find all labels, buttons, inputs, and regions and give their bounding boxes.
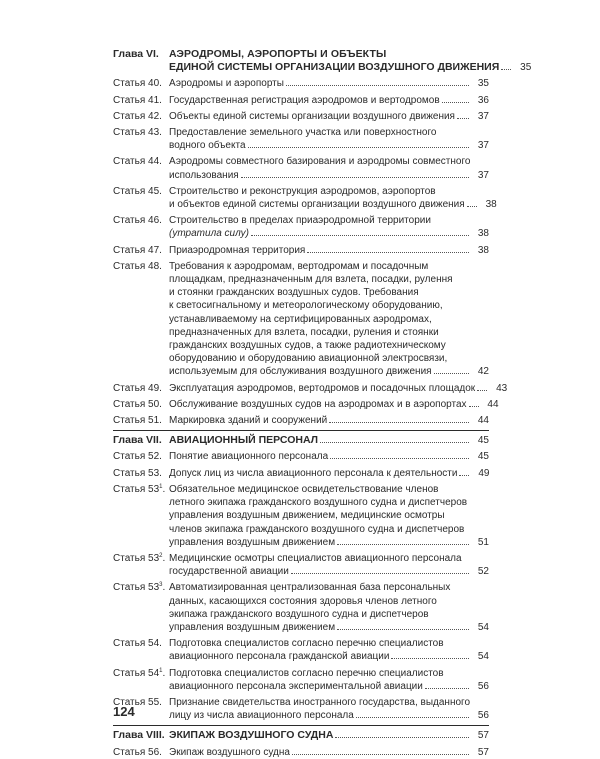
- toc-article[interactable]: [113, 155, 489, 181]
- toc-page-number: 37: [477, 140, 489, 152]
- toc-article[interactable]: [113, 450, 489, 463]
- toc-entry-title: Аэродромы и аэропорты: [169, 77, 471, 90]
- toc-entry-label: Статья 53.: [113, 467, 162, 479]
- toc-article[interactable]: [113, 746, 489, 759]
- toc-article[interactable]: [113, 696, 489, 722]
- toc-entry-title: АЭРОДРОМЫ, АЭРОПОРТЫ И ОБЪЕКТЫ ЕДИНОЙ СИСТЕМЫ ОРГАНИЗАЦИИ ВОЗДУШНОГО ДВИЖЕНИЯ: [169, 48, 513, 74]
- dot-leader: [425, 688, 469, 689]
- toc-entry-label: Статья 41.: [113, 94, 162, 106]
- dot-leader: [335, 737, 469, 738]
- toc-page-number: 52: [477, 566, 489, 578]
- toc-page-number: 38: [485, 199, 497, 211]
- toc-entry-label: Глава VII.: [113, 434, 162, 447]
- toc-entry-title: Требования к аэродромам, вертодромам и посадочным площадкам, предназначенным для взлета, посадки, рулення и стоянки гражданских воздушных судов. Требования к светосигнальному и метеорологическому оборудованию, устанавливаемому на сертифицированных аэродромах, предназначенных для взлета, посадки, руления и стоянки гражданских воздушных судов, а также радиотехническому оборудованию и оборудованию авиационной электросвязи, используемым для обслуживания воздушного движения: [169, 260, 471, 379]
- toc-entry-title: Маркировка зданий и сооружений: [169, 414, 471, 427]
- toc-entry-title: Эксплуатация аэродромов, вертодромов и посадочных площадок: [169, 382, 489, 395]
- toc-article[interactable]: [113, 398, 499, 411]
- toc-entry-title: Медицинские осмотры специалистов авиационного персонала государственной авиации: [169, 552, 471, 578]
- toc-entry-label: Статья $53^1$.: [113, 483, 166, 495]
- toc-entry-label: Статья 42.: [113, 110, 162, 122]
- toc-article[interactable]: [113, 382, 508, 395]
- toc-entry-title: Обязательное медицинское освидетельствование членов летного экипажа гражданского воздушного судна и диспетчеров управления воздушным движением, медицинские осмотры членов экипажа гражданского воздушного судна и диспетчеров управления воздушным движением: [169, 483, 468, 548]
- toc-article[interactable]: [113, 94, 489, 107]
- toc-entry-label: Статья 43.: [113, 127, 162, 139]
- toc-article[interactable]: [113, 483, 489, 549]
- toc-article[interactable]: [113, 552, 489, 578]
- toc-chapter[interactable]: [113, 434, 489, 447]
- toc-entry-label: Статья 47.: [113, 244, 162, 256]
- toc-page-number: 37: [477, 110, 489, 122]
- dot-leader: [442, 102, 469, 103]
- toc-article[interactable]: [113, 467, 489, 480]
- toc-article[interactable]: [113, 244, 489, 257]
- dot-leader: [391, 658, 469, 659]
- dot-leader: [292, 754, 469, 755]
- dot-leader: [337, 629, 469, 630]
- toc-page-number: 57: [477, 730, 489, 742]
- chapter-divider: [113, 725, 489, 726]
- toc-page-number: 35: [520, 62, 532, 74]
- toc-page-number: 44: [477, 415, 489, 427]
- toc-entry-label: Статья 51.: [113, 415, 162, 427]
- toc-entry-label: Статья 54.: [113, 638, 162, 650]
- toc-chapter[interactable]: [113, 48, 532, 74]
- toc-page-number: 43: [496, 382, 508, 394]
- dot-leader: [469, 406, 479, 407]
- toc-entry-label: Статья $53^3$.: [113, 582, 166, 594]
- toc-article[interactable]: [113, 637, 489, 663]
- toc-article[interactable]: [113, 126, 489, 152]
- dot-leader: [330, 458, 469, 459]
- table-of-contents: [113, 48, 532, 759]
- toc-page-number: 49: [478, 467, 490, 479]
- toc-entry-title: ЭКИПАЖ ВОЗДУШНОГО СУДНА: [169, 729, 471, 742]
- toc-page-number: 45: [477, 435, 489, 447]
- dot-leader: [356, 717, 469, 718]
- toc-entry-label: Статья 46.: [113, 215, 162, 227]
- toc-page-number: 36: [477, 94, 489, 106]
- dot-leader: [457, 118, 469, 119]
- toc-entry-title: Понятие авиационного персонала: [169, 450, 471, 463]
- dot-leader: [286, 85, 469, 86]
- dot-leader: [459, 475, 469, 476]
- toc-article[interactable]: [113, 214, 489, 240]
- toc-entry-title: Допуск лиц из числа авиационного персонала к деятельности: [169, 467, 471, 480]
- toc-entry-label: Статья 49.: [113, 382, 162, 394]
- toc-entry-title: Экипаж воздушного судна: [169, 746, 471, 759]
- dot-leader: [248, 147, 469, 148]
- toc-entry-title: АВИАЦИОННЫЙ ПЕРСОНАЛ: [169, 434, 471, 447]
- dot-leader: [501, 69, 511, 70]
- toc-article[interactable]: [113, 110, 489, 123]
- toc-chapter[interactable]: [113, 729, 489, 742]
- dot-leader: [291, 573, 469, 574]
- dot-leader: [467, 206, 477, 207]
- toc-article[interactable]: [113, 667, 489, 693]
- dot-leader: [320, 442, 469, 443]
- toc-entry-title: Подготовка специалистов согласно перечню специалистов авиационного персонала экспериментальной авиации: [169, 667, 471, 693]
- toc-entry-label: Статья 56.: [113, 746, 162, 758]
- toc-article[interactable]: [113, 581, 489, 634]
- toc-entry-label: Статья 40.: [113, 78, 162, 90]
- toc-entry-label: Статья 52.: [113, 451, 162, 463]
- toc-page-number: 51: [477, 536, 489, 548]
- dot-leader: [477, 390, 487, 391]
- toc-entry-title: Строительство в пределах приаэродромной территории (утратила силу): [169, 214, 471, 240]
- toc-page-number: 54: [477, 621, 489, 633]
- toc-entry-label: Глава VI.: [113, 48, 159, 60]
- dot-leader: [337, 544, 469, 545]
- toc-entry-label: Статья 48.: [113, 260, 162, 272]
- toc-page-number: 56: [477, 680, 489, 692]
- toc-page-number: 35: [477, 78, 489, 90]
- toc-page-number: 54: [477, 651, 489, 663]
- toc-entry-title: Приаэродромная территория: [169, 244, 471, 257]
- toc-entry-title: Строительство и реконструкция аэродромов, аэропортов и объектов единой системы организации воздушного движения: [169, 185, 479, 211]
- toc-entry-title: Автоматизированная централизованная база персональных данных, касающихся состояния здоровья членов летного экипажа гражданского воздушного судна и диспетчеров управления воздушным движением: [169, 581, 471, 634]
- toc-page-number: 44: [487, 398, 499, 410]
- toc-entry-label: Статья 50.: [113, 398, 162, 410]
- toc-article[interactable]: [113, 414, 489, 427]
- toc-entry-title: Аэродромы совместного базирования и аэродромы совместного использования: [169, 156, 471, 181]
- toc-entry-title: Государственная регистрация аэродромов и вертодромов: [169, 94, 471, 107]
- toc-page-number: 45: [477, 451, 489, 463]
- toc-entry-title: Признание свидетельства иностранного государства, выданного лицу из числа авиационного персонала: [169, 696, 471, 722]
- toc-article[interactable]: [113, 185, 497, 211]
- chapter-divider: [113, 430, 489, 431]
- toc-page-number: 38: [477, 244, 489, 256]
- toc-entry-title: Предоставление земельного участка или поверхностного водного объекта: [169, 126, 471, 152]
- dot-leader: [241, 177, 469, 178]
- toc-page-number: 37: [477, 169, 489, 181]
- toc-entry-label: Статья $54^1$.: [113, 667, 166, 679]
- toc-entry-title: Объекты единой системы организации воздушного движения: [169, 110, 471, 123]
- toc-entry-title: Обслуживание воздушных судов на аэродромах и в аэропортах: [169, 398, 481, 411]
- dot-leader: [307, 252, 469, 253]
- dot-leader: [434, 373, 469, 374]
- toc-page-number: 57: [477, 746, 489, 758]
- toc-entry-label: Статья 55.: [113, 696, 162, 708]
- toc-page-number: 38: [477, 228, 489, 240]
- toc-article[interactable]: [113, 260, 489, 379]
- toc-entry-label: Статья $53^2$.: [113, 552, 166, 564]
- dot-leader: [329, 422, 469, 423]
- toc-entry-title: Подготовка специалистов согласно перечню специалистов авиационного персонала гражданской авиации: [169, 637, 471, 663]
- dot-leader: [251, 235, 469, 236]
- toc-entry-label: Статья 44.: [113, 156, 162, 168]
- toc-page-number: 42: [477, 366, 489, 378]
- toc-entry-label: Глава VIII.: [113, 729, 165, 742]
- toc-page-number: 56: [477, 710, 489, 722]
- page-number: 124: [113, 704, 135, 719]
- toc-article[interactable]: [113, 77, 489, 90]
- toc-entry-label: Статья 45.: [113, 185, 162, 197]
